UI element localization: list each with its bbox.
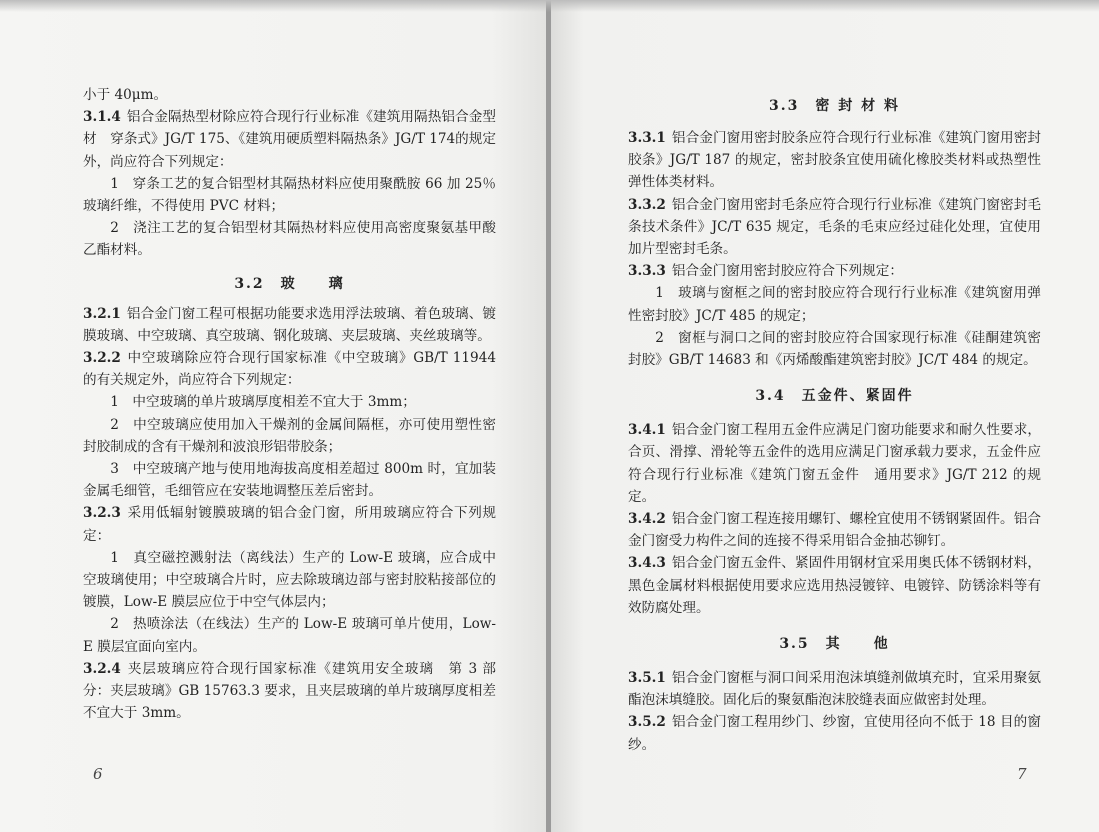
clause-number: 3.4.1 bbox=[628, 422, 666, 439]
clause-text: 铝合金门窗框与洞口间采用泡沫填缝剂做填充时，宜采用聚氨酯泡沫填缝胶。固化后的聚氨酯泡沫胶缝表面应做密封处理。 bbox=[628, 670, 1041, 709]
section-heading-3-4: 3.4 五金件、紧固件 bbox=[755, 388, 914, 405]
clause-text: 铝合金门窗用密封胶条应符合现行行业标准《建筑门窗用密封胶条》JG/T 187 的规定，密封胶条宜使用硫化橡胶类材料或热塑性弹性体类材料。 bbox=[628, 130, 1041, 191]
clause-text: 铝合金门窗工程用五金件应满足门窗功能要求和耐久性要求，合页、滑撑、滑轮等五金件的选用应满足门窗承载力要求，五金件应符合现行行业标准《建筑门窗五金件 通用要求》JG/T 212 的规定。 bbox=[628, 422, 1041, 505]
clause-number: 3.3.3 bbox=[628, 263, 666, 280]
clause-3-2-3-item-1: 1 真空磁控溅射法（离线法）生产的 Low-E 玻璃，应合成中空玻璃使用；中空玻璃合片时，应去除玻璃边部与密封胶粘接部位的镀膜，Low-E 膜层应位于中空气体层内； bbox=[83, 549, 496, 611]
clause-3-3-1 bbox=[628, 127, 1041, 194]
clause-number: 3.3.2 bbox=[628, 196, 666, 213]
left-page-text bbox=[83, 84, 496, 724]
clause-text: 夹层玻璃应符合现行国家标准《建筑用安全玻璃 第 3 部分：夹层玻璃》GB 15763.3 要求，且夹层玻璃的单片玻璃厚度相差不宜大于 3mm。 bbox=[83, 660, 496, 722]
clause-text: 铝合金门窗五金件、紧固件用钢材宜采用奥氏体不锈钢材料，黑色金属材料根据使用要求应选用热浸镀锌、电镀锌、防锈涂料等有效防腐处理。 bbox=[628, 555, 1041, 616]
clause-3-1-4-item-2: 2 浇注工艺的复合铝型材其隔热材料应使用高密度聚氨基甲酸乙酯材料。 bbox=[83, 220, 496, 259]
clause-3-2-1 bbox=[83, 303, 496, 347]
clause-3-2-2-item-3: 3 中空玻璃产地与使用地海拔高度相差超过 800m 时，宜加装金属毛细管，毛细管应在安装地调整压差后密封。 bbox=[83, 461, 496, 500]
clause-3-1-4 bbox=[83, 106, 496, 173]
clause-3-3-3-item-2: 2 窗框与洞口之间的密封胶应符合国家现行标准《硅酮建筑密封胶》GB/T 14683 和《丙烯酸酯建筑密封胶》JC/T 484 的规定。 bbox=[628, 329, 1041, 369]
clause-number: 3.5.1 bbox=[628, 670, 666, 687]
section-heading-3-2: 3.2 玻 璃 bbox=[234, 275, 345, 292]
clause-3-3-3-item-1: 1 玻璃与窗框之间的密封胶应符合现行行业标准《建筑窗用弹性密封胶》JC/T 485 的规定； bbox=[628, 285, 1041, 324]
clause-text: 铝合金门窗工程用纱门、纱窗，宜使用径向不低于 18 目的窗纱。 bbox=[628, 714, 1041, 753]
clause-text: 铝合金门窗用密封胶应符合下列规定： bbox=[671, 263, 903, 280]
clause-text: 采用低辐射镀膜玻璃的铝合金门窗，所用玻璃应符合下列规定： bbox=[83, 505, 496, 544]
clause-text: 铝合金隔热型材除应符合现行行业标准《建筑用隔热铝合金型材 穿条式》JG/T 175、《建筑用硬质塑料隔热条》JG/T 174的规定外，尚应符合下列规定： bbox=[83, 109, 496, 170]
clause-3-2-3 bbox=[83, 502, 496, 546]
scan-top-shadow bbox=[0, 0, 1099, 12]
clause-number: 3.2.1 bbox=[83, 305, 121, 322]
section-heading-3-5: 3.5 其 他 bbox=[779, 636, 890, 653]
left-page bbox=[0, 0, 546, 832]
clause-3-1-3-continuation: 小于 40μm。 bbox=[83, 87, 168, 103]
clause-3-2-2-item-2: 2 中空玻璃应使用加入干燥剂的金属间隔框，亦可使用塑性密封胶制成的含有干燥剂和波浪形铝带胶条； bbox=[83, 416, 496, 455]
clause-3-4-3 bbox=[628, 552, 1041, 619]
clause-number: 3.2.3 bbox=[83, 505, 121, 522]
clause-text: 铝合金门窗工程连接用螺钉、螺栓宜使用不锈钢紧固件。铝合金门窗受力构件之间的连接不得采用铝合金抽芯铆钉。 bbox=[628, 511, 1041, 550]
clause-text: 铝合金门窗工程可根据功能要求选用浮法玻璃、着色玻璃、镀膜玻璃、中空玻璃、真空玻璃、钢化玻璃、夹层玻璃、夹丝玻璃等。 bbox=[83, 305, 496, 344]
right-page-text bbox=[628, 95, 1041, 756]
clause-3-3-2 bbox=[628, 194, 1041, 261]
clause-number: 3.1.4 bbox=[83, 109, 121, 126]
clause-3-2-4 bbox=[83, 658, 496, 725]
clause-3-4-1 bbox=[628, 419, 1041, 508]
clause-3-2-2 bbox=[83, 347, 496, 391]
clause-number: 3.2.2 bbox=[83, 350, 121, 367]
clause-3-1-4-item-1: 1 穿条工艺的复合铝型材其隔热材料应使用聚酰胺 66 加 25％玻璃纤维，不得使用 PVC 材料； bbox=[83, 175, 496, 215]
clause-number: 3.4.3 bbox=[628, 555, 666, 572]
clause-number: 3.4.2 bbox=[628, 511, 666, 528]
clause-3-5-2 bbox=[628, 711, 1041, 755]
clause-number: 3.3.1 bbox=[628, 130, 666, 146]
clause-number: 3.2.4 bbox=[83, 660, 121, 677]
clause-text: 铝合金门窗用密封毛条应符合现行行业标准《建筑门窗密封毛条技术条件》JC/T 635 规定，毛条的毛束应经过硅化处理，宜使用加片型密封毛条。 bbox=[628, 196, 1041, 258]
right-page bbox=[551, 0, 1099, 832]
clause-number: 3.5.2 bbox=[628, 714, 666, 731]
page-number-right: 7 bbox=[1017, 765, 1027, 783]
clause-3-3-3 bbox=[628, 260, 1041, 282]
clause-3-2-3-item-2: 2 热喷涂法（在线法）生产的 Low-E 玻璃可单片使用，Low-E 膜层宜面向室内。 bbox=[83, 616, 496, 655]
clause-text: 中空玻璃除应符合现行国家标准《中空玻璃》GB/T 11944 的有关规定外，尚应符合下列规定： bbox=[83, 350, 496, 389]
section-heading-3-3: 3.3 密 封 材 料 bbox=[769, 98, 900, 114]
clause-3-5-1 bbox=[628, 667, 1041, 711]
page-number-left: 6 bbox=[93, 765, 103, 783]
clause-3-4-2 bbox=[628, 508, 1041, 552]
clause-3-2-2-item-1: 1 中空玻璃的单片玻璃厚度相差不宜大于 3mm； bbox=[110, 394, 416, 411]
